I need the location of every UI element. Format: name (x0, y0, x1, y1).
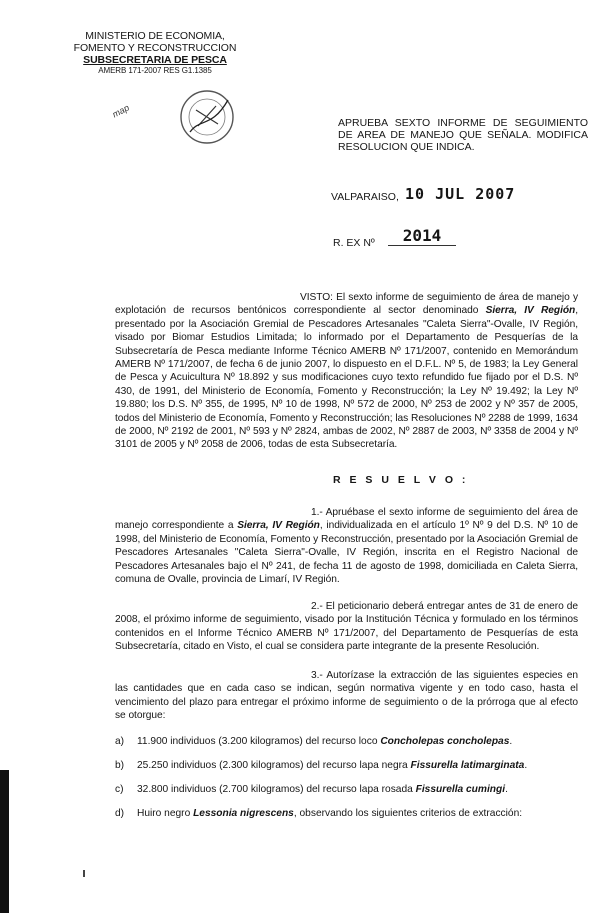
article-2: 2.- El peticionario deberá entregar antes de 31 de enero de 2008, el próximo informe de seguimiento, visado por la Institución Técnica y formulado en los términos contenidos en el Informe Técnico AMERB Nº 171/2007, del Departamento de Pesquerías de esta Subsecretaría, citado en Visto, el cual se considera parte integrante de la presente Resolución. (115, 601, 578, 653)
resolution-label: R. EX Nº (333, 237, 375, 249)
resolution-number: 2014 (388, 226, 456, 246)
species-name: Fissurella latimarginata (410, 760, 525, 771)
article-1: 1.- Apruébase el sexto informe de seguimiento del área de manejo correspondiente a Sierra, IV Región, individualizada en el artículo 1º Nº 9 del D.S. Nº 10 de 1998, del Ministerio de Economía, Fomento y Reconstrucción, presentado por la Asociación Gremial de Pescadores Artesanales "Caleta Sierra"-Ovalle, IV Región, inscrita en el Registro Nacional de Pescadores Artesanales bajo el Nº 241, de fecha 11 de agosto de 1998, domiciliada en Caleta Sierra, comuna de Ovalle, provincia de Limarí, IV Región. (115, 507, 578, 586)
sector-name: Sierra, IV Región (237, 520, 320, 532)
species-item-a: a) 11.900 individuos (3.200 kilogramos) del recurso loco Concholepas concholepas. (115, 736, 513, 747)
ministry-name-2: FOMENTO Y RECONSTRUCCION (73, 42, 237, 54)
document-title: APRUEBA SEXTO INFORME DE SEGUIMIENTO DE AREA DE MANEJO QUE SEÑALA. MODIFICA RESOLUCION QUE INDICA. (338, 117, 588, 153)
place-label: VALPARAISO, (331, 191, 399, 203)
ministry-header (55, 30, 255, 76)
species-item-b: b) 25.250 individuos (2.300 kilogramos) del recurso lapa negra Fissurella latimarginata. (115, 760, 528, 771)
official-seal-icon (178, 88, 236, 146)
ministry-name: MINISTERIO DE ECONOMIA, (85, 30, 225, 42)
subsecretaria-name: SUBSECRETARIA DE PESCA (83, 54, 227, 66)
reference-code: AMERB 171-2007 RES G1.1385 (98, 66, 212, 75)
sector-name: Sierra, IV Región (485, 305, 576, 317)
species-name: Lessonia nigrescens (193, 808, 294, 819)
date-stamp: 10 JUL 2007 (405, 185, 516, 203)
visto-label: VISTO: (300, 292, 333, 303)
scan-edge-mark (0, 770, 9, 913)
species-item-c: c) 32.800 individuos (2.700 kilogramos) del recurso lapa rosada Fissurella cumingi. (115, 784, 508, 795)
scan-dot (83, 870, 85, 877)
species-name: Fissurella cumingi (415, 784, 506, 795)
handwritten-initials: map (110, 102, 131, 120)
article-3: 3.- Autorízase la extracción de las siguientes especies en las cantidades que en cada caso se indican, según normativa vigente y en todo caso, hasta el vencimiento del plazo para entregar el próximo informe de seguimiento o de la prórroga que al efecto se otorgue: (115, 670, 578, 722)
species-item-d: d) Huiro negro Lessonia nigrescens, observando los siguientes criterios de extracción: (115, 808, 523, 819)
species-name: Concholepas concholepas (380, 736, 510, 747)
resuelvo-heading: R E S U E L V O : (333, 474, 469, 486)
visto-paragraph: VISTO: El sexto informe de seguimiento de área de manejo y explotación de recursos bentónicos correspondiente al sector denominado Sierra, IV Región, presentado por la Asociación Gremial de Pescadores Artesanales "Caleta Sierra"-Ovalle, IV Región, visado por Biomar Estudios Limitada; lo informado por el Departamento de Pesquerías de la Subsecretaría de Pesca mediante Informe Técnico AMERB Nº 171/2007, contenido en Memorándum AMERB Nº 171/2007, de fecha 6 de junio 2007, lo dispuesto en el D.F.L. Nº 5, de 1983; la Ley General de Pesca y Acuicultura Nº 18.892 y sus modificaciones cuyo texto refundido fue fijado por el D.S. Nº 430, de 1991, del Ministerio de Economía, Fomento y Reconstrucción; la Ley Nº 19.492; la Ley Nº 19.880; los D.S. Nº 355, de 1995, Nº 10 de 1998, Nº 572 de 2000, Nº 253 de 2002 y Nº 357 de 2005, todos del Ministerio de Economía, Fomento y Reconstrucción; las Resoluciones Nº 2288 de 1999, 1634 de 2000, Nº 2192 de 2001, Nº 593 y Nº 2824, ambas de 2002, Nº 2887 de 2003, Nº 3358 de 2004 y Nº 3101 de 2005 y Nº 2058 de 2006, todas de esta Subsecretaría. (115, 292, 578, 451)
